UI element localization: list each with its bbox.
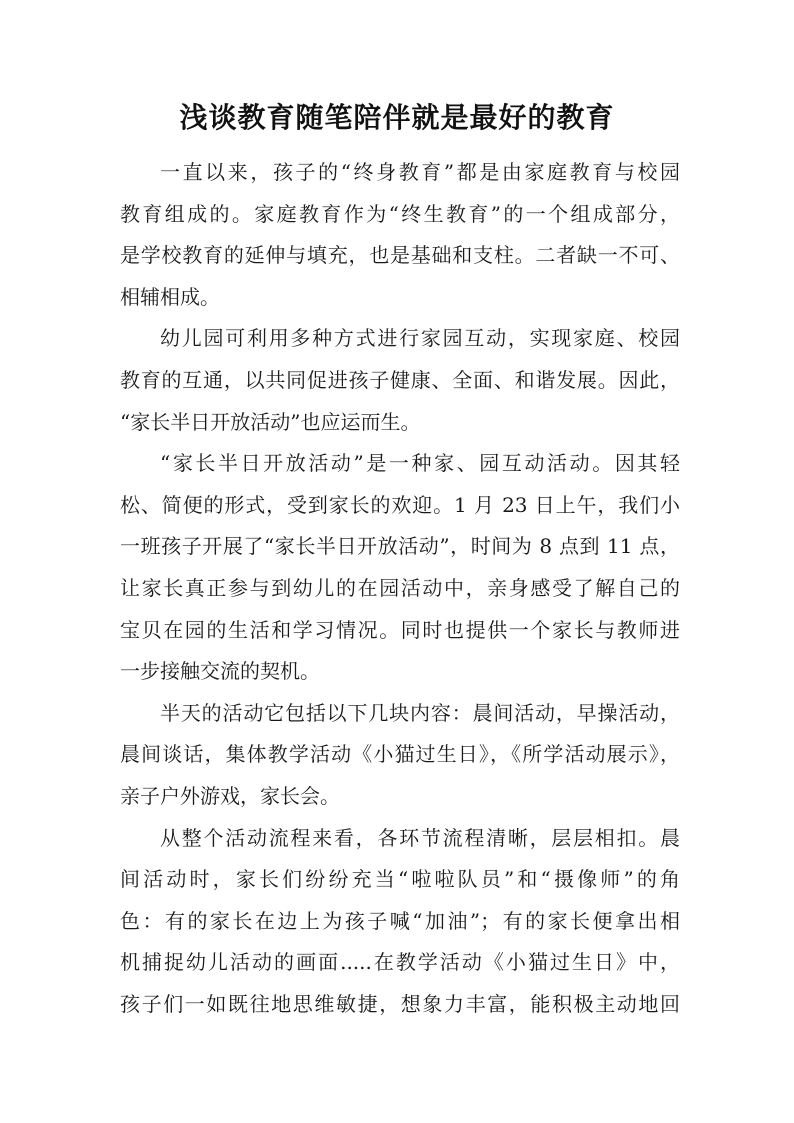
paragraph xyxy=(120,693,680,818)
text-line: 是学校教育的延伸与填充，也是基础和支柱。二者缺一不可、 xyxy=(120,243,680,268)
text-line: 机捕捉幼儿活动的画面.....在教学活动《小猫过生日》中， xyxy=(120,950,680,975)
text-line: 一直以来，孩子的“终身教育”都是由家庭教育与校园 xyxy=(160,160,680,184)
text-line: “家长半日开放活动”是一种家、园互动活动。因其轻 xyxy=(160,451,680,476)
paragraph xyxy=(120,443,680,693)
text-line: 从整个活动流程来看，各环节流程清晰，层层相扣。晨 xyxy=(160,825,680,850)
paragraph xyxy=(120,152,680,318)
paragraph xyxy=(120,318,680,443)
text-line: 间活动时，家长们纷纷充当“啦啦队员”和“摄像师”的角 xyxy=(120,867,680,892)
text-line: 松、简便的形式，受到家长的欢迎。1 月 23 日上午，我们小 xyxy=(120,492,680,517)
text-line: 亲子户外游戏，家长会。 xyxy=(120,783,340,808)
text-line: “家长半日开放活动”也应运而生。 xyxy=(120,409,421,434)
text-line: 幼儿园可利用多种方式进行家园互动，实现家庭、校园 xyxy=(160,326,680,351)
text-line: 一步接触交流的契机。 xyxy=(120,659,320,684)
text-line: 相辅相成。 xyxy=(120,284,220,309)
text-line: 孩子们一如既往地思维敏捷，想象力丰富，能积极主动地回 xyxy=(120,991,680,1016)
text-line: 教育组成的。家庭教育作为“终生教育”的一个组成部分， xyxy=(120,201,680,226)
text-line: 晨间谈话，集体教学活动《小猫过生日》，《所学活动展示》， xyxy=(120,742,680,767)
text-line: 让家长真正参与到幼儿的在园活动中，亲身感受了解自己的 xyxy=(120,575,680,600)
text-line: 一班孩子开展了“家长半日开放活动”，时间为 8 点到 11 点， xyxy=(120,534,680,559)
document-body xyxy=(120,152,680,1025)
text-line: 色：有的家长在边上为孩子喊“加油”；有的家长便拿出相 xyxy=(120,908,680,933)
text-line: 半天的活动它包括以下几块内容：晨间活动，早操活动， xyxy=(160,700,680,725)
document-title: 浅谈教育随笔陪伴就是最好的教育 xyxy=(179,101,615,134)
text-line: 教育的互通，以共同促进孩子健康、全面、和谐发展。因此， xyxy=(120,367,680,392)
paragraph xyxy=(120,818,680,1026)
text-line: 宝贝在园的生活和学习情况。同时也提供一个家长与教师进 xyxy=(120,617,680,642)
